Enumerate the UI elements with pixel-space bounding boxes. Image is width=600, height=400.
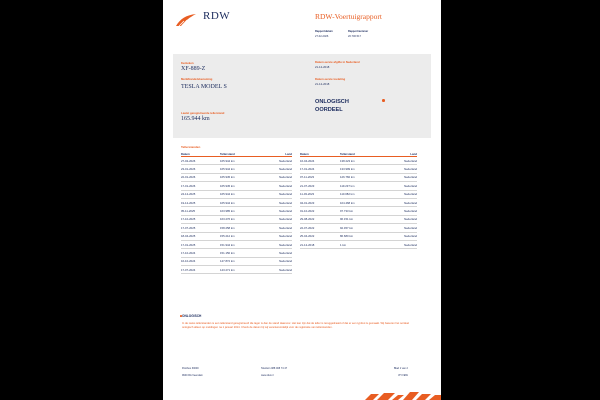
- row-datum: 11-03-2023: [300, 190, 340, 198]
- rapportdatum-label: Rapportdatum: [315, 30, 333, 33]
- row-tellerstand: 158.258 km: [220, 224, 262, 232]
- table-row: [181, 182, 292, 190]
- table-row: [181, 215, 292, 223]
- eerste-afgifte-label: Datum eerste afgifte in Nederland: [315, 60, 360, 64]
- verdict-dot-icon: [382, 99, 385, 102]
- table-row: [300, 182, 417, 190]
- row-land: Nederland: [385, 157, 417, 165]
- table-row: [300, 232, 417, 240]
- note-title: ONLOGISCH: [182, 314, 202, 318]
- table-row: [181, 240, 292, 248]
- row-land: Nederland: [262, 257, 292, 265]
- row-datum: 16-04-2024: [300, 157, 340, 165]
- table-row: [300, 207, 417, 215]
- tellerstanden-title: Tellerstanden: [181, 145, 201, 149]
- table-row: [181, 173, 292, 181]
- row-tellerstand: 147.872 km: [220, 257, 262, 265]
- row-land: Nederland: [385, 182, 417, 190]
- table-row: [300, 224, 417, 232]
- row-tellerstand: 119.237 km: [340, 182, 385, 190]
- row-tellerstand: 97.733 km: [340, 207, 385, 215]
- row-datum: 17-07-2024: [181, 266, 220, 274]
- tellerstand-value: 165.944 km: [181, 116, 210, 122]
- row-tellerstand: 151.944 km: [220, 240, 262, 248]
- row-tellerstand: 151.150 km: [220, 249, 262, 257]
- table-row: [181, 257, 292, 265]
- row-tellerstand: 110.082 km: [340, 190, 385, 198]
- tellerstanden-table-right: [300, 151, 417, 249]
- table-row: [181, 249, 292, 257]
- row-tellerstand: 163.276 km: [220, 215, 262, 223]
- row-datum: 23-01-2026: [181, 165, 220, 173]
- row-land: Nederland: [262, 157, 292, 165]
- row-land: Nederland: [385, 173, 417, 181]
- row-datum: 17-01-2026: [181, 182, 220, 190]
- row-tellerstand: 96.151 km: [340, 215, 385, 223]
- col-land: Land: [262, 151, 292, 157]
- row-land: Nederland: [385, 198, 417, 206]
- table-row: [181, 190, 292, 198]
- rapportnummer-value: 20.700.517: [348, 35, 361, 38]
- row-tellerstand: 155.212 km: [220, 232, 262, 240]
- report-page: [163, 0, 441, 400]
- row-land: Nederland: [262, 224, 292, 232]
- row-land: Nederland: [385, 215, 417, 223]
- row-land: Nederland: [262, 215, 292, 223]
- row-land: Nederland: [262, 182, 292, 190]
- footer-telefoon: Telefoon 088 008 74 47: [261, 367, 288, 370]
- eerste-toelating-value: 21-12-2018: [315, 82, 330, 86]
- row-datum: 17-10-2025: [181, 215, 220, 223]
- row-datum: 19-12-2025: [181, 198, 220, 206]
- eerste-afgifte-value: 21-12-2018: [315, 65, 330, 69]
- kenteken-label: Kenteken: [181, 61, 194, 65]
- row-land: Nederland: [262, 173, 292, 181]
- rapportdatum-value: 27-02-2026: [315, 35, 329, 38]
- tellerstanden-table-left: [181, 151, 292, 274]
- merk-value: TESLA MODEL S: [181, 84, 227, 90]
- table-row: [300, 173, 417, 181]
- row-land: Nederland: [385, 190, 417, 198]
- row-datum: 24-12-2025: [181, 190, 220, 198]
- row-tellerstand: 165.944 km: [220, 165, 262, 173]
- table-row: [300, 240, 417, 248]
- table-row: [181, 207, 292, 215]
- row-tellerstand: 165.945 km: [220, 173, 262, 181]
- footer-code: VH VEW: [398, 374, 408, 377]
- verdict-line-1: ONLOGISCH: [315, 99, 349, 105]
- row-land: Nederland: [262, 165, 292, 173]
- table-row: [300, 198, 417, 206]
- footer-blad: Blad 1 van 2: [394, 367, 408, 370]
- row-tellerstand: 165.944 km: [220, 198, 262, 206]
- table-row: [181, 165, 292, 173]
- row-tellerstand: 138.223 km: [340, 157, 385, 165]
- rdw-bird-logo-icon: [175, 13, 197, 27]
- kenteken-value: XF-889-Z: [181, 66, 206, 72]
- footer-plaats: 9640 RA Veendam: [182, 374, 203, 377]
- note-text: In de reeks tellerstanden is een tellerstand geregistreerd die lager is dan de stand daarvoor. Het kan zijn dat de teller is teruggedraaid of dat er een typfout is gemaakt. Wij baseren het oordeel onlogisch alleen op meldingen na 1 januari 2014. Check de datum bij wij verantwoordelijk voor de registratie van tellerstanden.: [182, 322, 409, 330]
- table-row: [181, 157, 292, 165]
- row-land: Nederland: [262, 249, 292, 257]
- merk-label: Merk/Handelsbenaming: [181, 77, 213, 81]
- row-datum: 17-01-2025: [181, 240, 220, 248]
- row-datum: 25-04-2022: [300, 232, 340, 240]
- row-datum: 22-01-2026: [181, 173, 220, 181]
- row-tellerstand: 165.945 km: [220, 182, 262, 190]
- row-tellerstand: 133.999 km: [340, 165, 385, 173]
- footer-postbus: Postbus 30000: [182, 367, 199, 370]
- tellerstand-label: Laatst geregistreerde tellerstand: [181, 111, 225, 115]
- row-datum: 18-04-2025: [181, 232, 220, 240]
- verdict: [315, 98, 349, 114]
- col-tellerstand: Tellerstand: [340, 151, 385, 157]
- row-land: Nederland: [262, 190, 292, 198]
- table-row: [300, 157, 417, 165]
- footer-website[interactable]: www.rdw.nl: [261, 374, 274, 377]
- table-row: [300, 165, 417, 173]
- rapportnummer-label: Rapportnummer: [348, 30, 369, 33]
- col-datum: Datum: [300, 151, 340, 157]
- row-datum: 05-11-2025: [181, 207, 220, 215]
- table-row: [181, 232, 292, 240]
- vehicle-info-panel: [173, 54, 431, 138]
- table-row: [300, 190, 417, 198]
- row-datum: 22-07-2022: [300, 224, 340, 232]
- row-land: Nederland: [385, 232, 417, 240]
- row-tellerstand: 163.985 km: [220, 207, 262, 215]
- row-datum: 17-07-2025: [181, 224, 220, 232]
- table-row: [181, 198, 292, 206]
- document-title: RDW-Voertuigrapport: [315, 12, 382, 21]
- eerste-toelating-label: Datum eerste toelating: [315, 77, 346, 81]
- row-datum: 21-12-2018: [300, 240, 340, 248]
- row-tellerstand: 126.782 km: [340, 173, 385, 181]
- decorative-stripes-icon: [361, 389, 441, 400]
- table-row: [300, 215, 417, 223]
- row-datum: 27-02-2026: [181, 157, 220, 165]
- row-land: Nederland: [262, 240, 292, 248]
- row-datum: 07-11-2023: [300, 173, 340, 181]
- verdict-line-2: OORDEEL: [315, 107, 343, 113]
- logo-text: RDW: [203, 10, 231, 22]
- row-datum: 17-01-2024: [300, 165, 340, 173]
- row-land: Nederland: [262, 266, 292, 274]
- row-tellerstand: 86.680 km: [340, 232, 385, 240]
- row-land: Nederland: [385, 207, 417, 215]
- row-land: Nederland: [262, 207, 292, 215]
- row-datum: 04-01-2023: [300, 198, 340, 206]
- row-datum: 17-10-2024: [181, 249, 220, 257]
- row-datum: 01-10-2022: [300, 207, 340, 215]
- col-datum: Datum: [181, 151, 220, 157]
- row-tellerstand: 104.468 km: [340, 198, 385, 206]
- row-land: Nederland: [385, 224, 417, 232]
- row-datum: 16-10-2024: [181, 257, 220, 265]
- row-tellerstand: 165.944 km: [220, 157, 262, 165]
- col-tellerstand: Tellerstand: [220, 151, 262, 157]
- row-tellerstand: 143.271 km: [220, 266, 262, 274]
- table-row: [181, 266, 292, 274]
- row-datum: 29-08-2022: [300, 215, 340, 223]
- row-land: Nederland: [262, 198, 292, 206]
- row-tellerstand: 1 km: [340, 240, 385, 248]
- col-land: Land: [385, 151, 417, 157]
- table-row: [181, 224, 292, 232]
- row-tellerstand: 165.944 km: [220, 190, 262, 198]
- row-land: Nederland: [385, 240, 417, 248]
- row-tellerstand: 92.457 km: [340, 224, 385, 232]
- row-land: Nederland: [262, 232, 292, 240]
- row-land: Nederland: [385, 165, 417, 173]
- row-datum: 21-07-2023: [300, 182, 340, 190]
